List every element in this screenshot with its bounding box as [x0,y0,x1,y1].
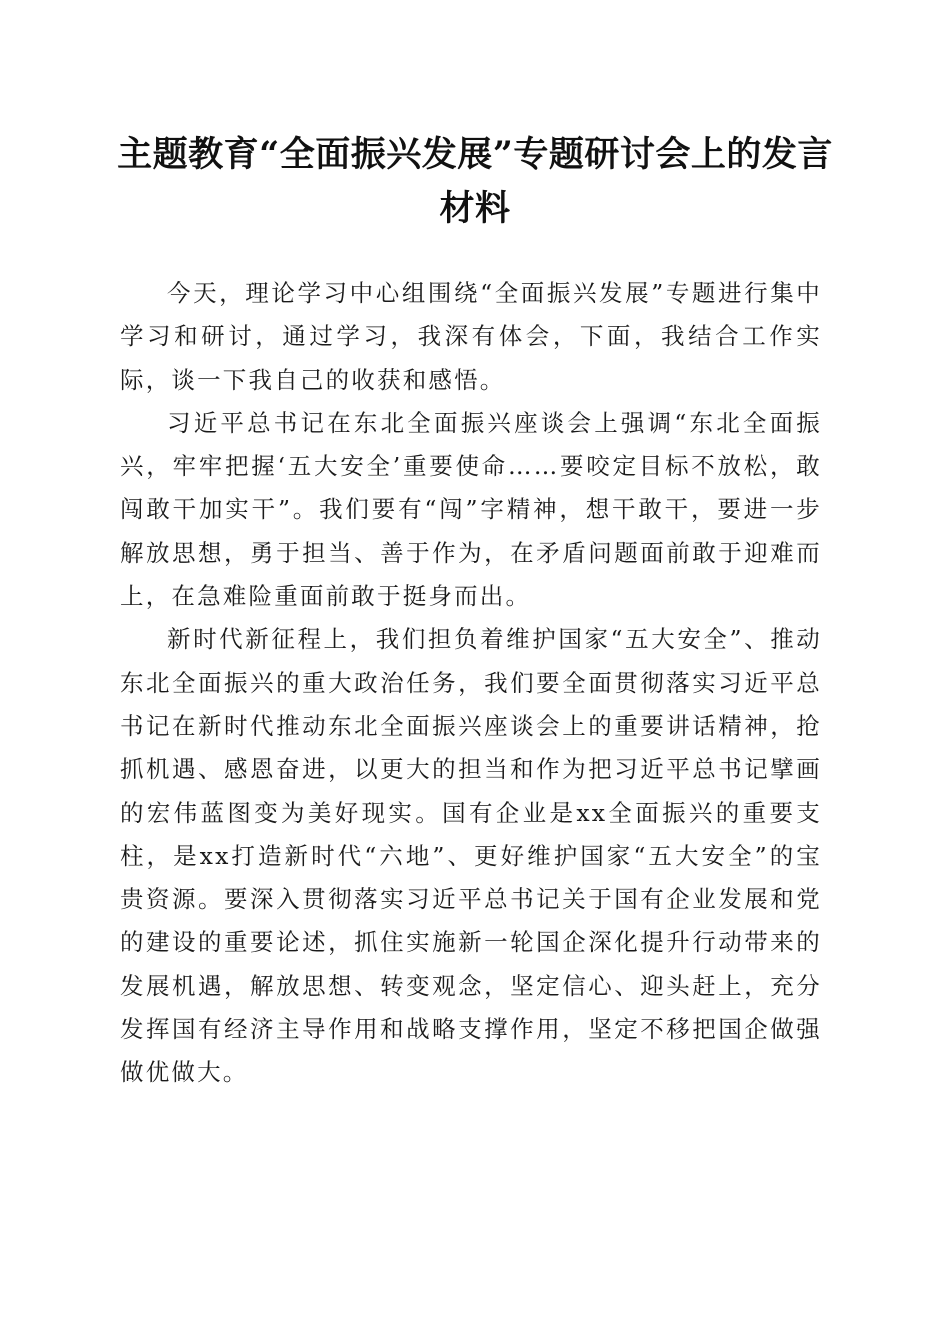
paragraph-1: 今天，理论学习中心组围绕“全面振兴发展”专题进行集中学习和研讨，通过学习，我深有体会，下面，我结合工作实际，谈一下我自己的收获和感悟。 [120,279,822,394]
paragraph-2: 习近平总书记在东北全面振兴座谈会上强调“东北全面振兴，牢牢把握‘五大安全’重要使命……要咬定目标不放松，敢闯敢干加实干”。我们要有“闯”字精神，想干敢干，要进一步解放思想，勇于担当、善于作为，在矛盾问题面前敢于迎难而上，在急难险重面前敢于挺身而出。 [120,408,822,611]
paragraph-3: 新时代新征程上，我们担负着维护国家“五大安全”、推动东北全面振兴的重大政治任务，我们要全面贯彻落实习近平总书记在新时代推动东北全面振兴座谈会上的重要讲话精神，抢抓机遇、感恩奋进，以更大的担当和作为把习近平总书记擘画的宏伟蓝图变为美好现实。国有企业是xx全面振兴的重要支柱，是xx打造新时代“六地”、更好维护国家“五大安全”的宝贵资源。要深入贯彻落实习近平总书记关于国有企业发展和党的建设的重要论述，抓住实施新一轮国企深化提升行动带来的发展机遇，解放思想、转变观念，坚定信心、迎头赶上，充分发挥国有经济主导作用和战略支撑作用，坚定不移把国企做强做优做大。 [120,625,822,1087]
document-body [120,272,822,1095]
document-title: 主题教育“全面振兴发展”专题研讨会上的发言材料 [117,134,833,229]
